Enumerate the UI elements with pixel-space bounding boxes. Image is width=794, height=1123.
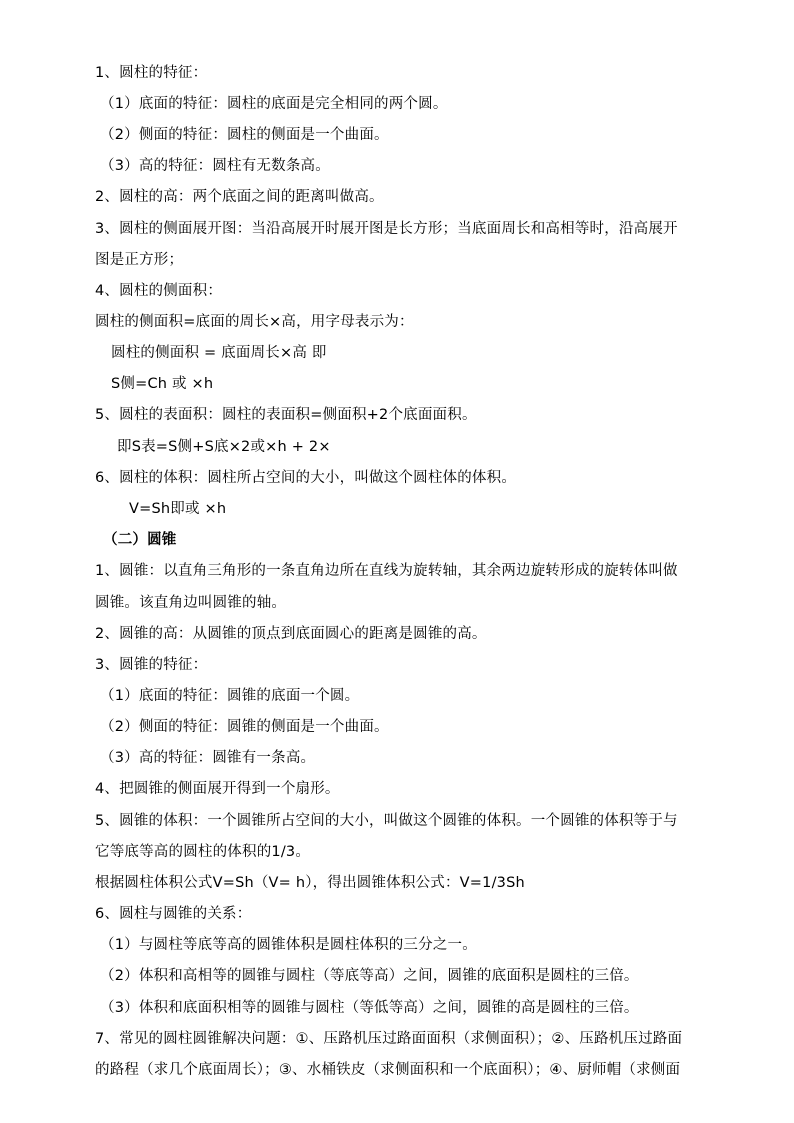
cone-net-definition: 4、把圆锥的侧面展开得到一个扇形。 [95, 781, 340, 797]
cone-volume-formula: 根据圆柱体积公式V=Sh（V= h），得出圆锥体积公式：V=1/3Sh [95, 875, 525, 891]
cone-height-definition: 2、圆锥的高：从圆锥的顶点到底面圆心的距离是圆锥的高。 [95, 626, 487, 642]
cone-features-heading: 3、圆锥的特征： [95, 657, 208, 673]
cylinder-lateral-area-formula-text: 圆柱的侧面积 = 底面周长×高 即 [111, 345, 327, 361]
cylinder-volume-definition: 6、圆柱的体积：圆柱所占空间的大小，叫做这个圆柱体的体积。 [95, 470, 517, 486]
cylinder-surface-area-formula: 即S表=S侧+S底×2或×h + 2× [117, 439, 331, 455]
cylinder-cone-relation-heading: 6、圆柱与圆锥的关系： [95, 906, 252, 922]
common-problems-line-1: 7、常见的圆柱圆锥解决问题：①、压路机压过路面面积（求侧面积）；②、压路机压过路面 [95, 1031, 683, 1047]
cylinder-base-feature: （1）底面的特征：圆柱的底面是完全相同的两个圆。 [100, 96, 448, 112]
cylinder-side-feature: （2）侧面的特征：圆柱的侧面是一个曲面。 [100, 127, 389, 143]
cone-section-heading: （二）圆锥 [103, 532, 177, 548]
common-problems-line-2: 的路程（求几个底面周长）；③、水桶铁皮（求侧面积和一个底面积）；④、厨师帽（求侧面 [95, 1062, 681, 1078]
cylinder-lateral-area-heading: 4、圆柱的侧面积： [95, 283, 223, 299]
cylinder-net-line-1: 3、圆柱的侧面展开图：当沿高展开时展开图是长方形；当底面周长和高相等时，沿高展开 [95, 221, 678, 237]
cylinder-height-feature: （3）高的特征：圆柱有无数条高。 [100, 158, 330, 174]
relation-item-1: （1）与圆柱等底等高的圆锥体积是圆柱体积的三分之一。 [100, 937, 477, 953]
cone-definition-line-1: 1、圆锥：以直角三角形的一条直角边所在直线为旋转轴，其余两边旋转形成的旋转体叫做 [95, 563, 678, 579]
cone-definition-line-2: 圆锥。该直角边叫圆锥的轴。 [95, 595, 287, 611]
cylinder-lateral-area-definition: 圆柱的侧面积=底面的周长×高，用字母表示为： [95, 314, 414, 330]
cylinder-volume-formula: V=Sh即或 ×h [129, 501, 227, 517]
cone-side-feature: （2）侧面的特征：圆锥的侧面是一个曲面。 [100, 719, 389, 735]
cylinder-height-definition: 2、圆柱的高：两个底面之间的距离叫做高。 [95, 189, 384, 205]
relation-item-2: （2）体积和高相等的圆锥与圆柱（等底等高）之间，圆锥的底面积是圆柱的三倍。 [100, 968, 639, 984]
cylinder-features-heading: 1、圆柱的特征： [95, 65, 208, 81]
cylinder-net-line-2: 图是正方形； [95, 252, 184, 268]
cone-base-feature: （1）底面的特征：圆锥的底面一个圆。 [100, 688, 360, 704]
cone-volume-line-2: 它等底等高的圆柱的体积的1/3。 [95, 844, 311, 860]
cone-height-feature: （3）高的特征：圆锥有一条高。 [100, 750, 316, 766]
cone-volume-line-1: 5、圆锥的体积：一个圆锥所占空间的大小，叫做这个圆锥的体积。一个圆锥的体积等于与 [95, 813, 678, 829]
cylinder-surface-area-definition: 5、圆柱的表面积：圆柱的表面积=侧面积+2个底面面积。 [95, 407, 477, 423]
cylinder-lateral-area-formula: S侧=Ch 或 ×h [111, 376, 214, 392]
relation-item-3: （3）体积和底面积相等的圆锥与圆柱（等低等高）之间，圆锥的高是圆柱的三倍。 [100, 1000, 639, 1016]
